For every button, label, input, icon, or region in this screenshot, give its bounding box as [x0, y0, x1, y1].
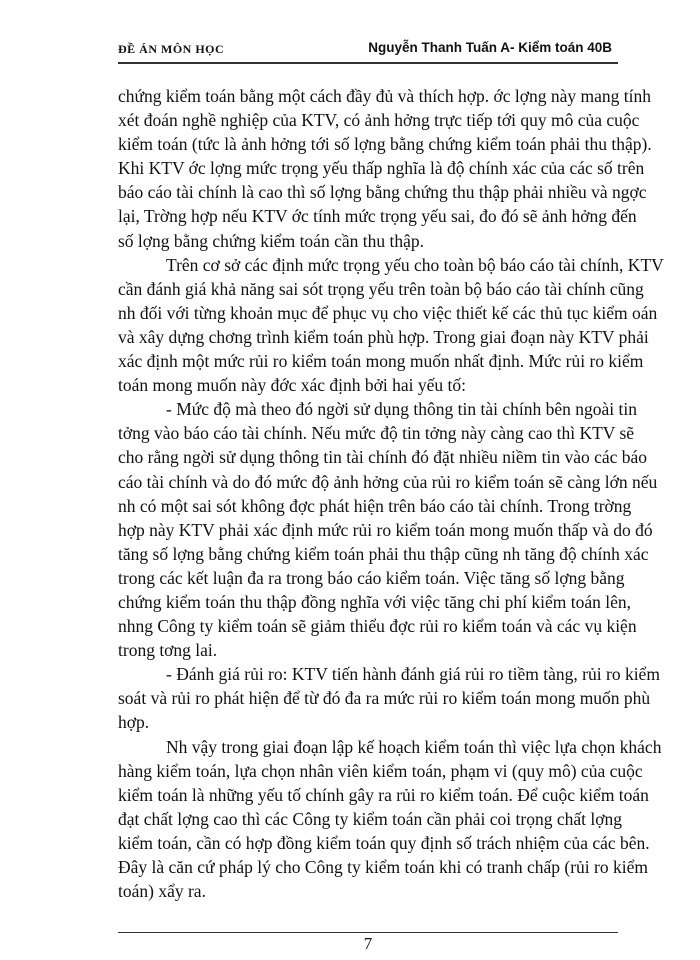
text-line: cáo tài chính và do đó mức độ ảnh hởng của rủi ro kiểm toán sẽ càng lớn nếu	[118, 471, 658, 492]
text-line: Nh vậy trong giai đoạn lập kế hoạch kiểm toán thì việc lựa chọn khách	[166, 736, 662, 757]
text-line: hợp này KTV phải xác định mức rủi ro kiểm toán mong muốn thấp và do đó	[118, 519, 653, 540]
text-line: chứng kiểm toán thu thập đồng nghĩa với việc tăng chi phí kiểm toán lên,	[118, 591, 632, 612]
header-author: Nguyễn Thanh Tuấn A- Kiểm toán 40B	[368, 40, 612, 55]
paragraph	[118, 662, 660, 734]
text-line: nh đối với từng khoản mục để phục vụ cho việc thiết kế các thủ tục kiểm oán	[118, 302, 658, 323]
text-line: xác định một mức rủi ro kiểm toán mong muốn nhất định. Mức rủi ro kiểm	[118, 351, 644, 372]
text-line: cần đánh giá khả năng sai sót trọng yếu trên toàn bộ báo cáo tài chính cũng	[118, 278, 644, 299]
text-line: toán) xẩy ra.	[118, 881, 206, 902]
text-line: chứng kiểm toán bằng một cách đầy đủ và thích hợp. ớc lợng này mang tính	[118, 86, 651, 106]
text-line: trong các kết luận đa ra trong báo cáo kiểm toán. Việc tăng số lợng bằng	[118, 567, 625, 588]
text-line: và xây dựng chơng trình kiểm toán phù hợp. Trong giai đoạn này KTV phải	[118, 326, 649, 347]
header-divider	[118, 62, 618, 64]
text-line: xét đoán nghề nghiệp của KTV, có ảnh hởng trực tiếp tới quy mô của cuộc	[118, 110, 640, 131]
text-line: trong tơng lai.	[118, 640, 218, 661]
text-line: kiểm toán là những yếu tố chính gây ra rủi ro kiểm toán. Để cuộc kiểm toán	[118, 784, 649, 805]
header-title: ĐỀ ÁN MÔN HỌC	[118, 42, 225, 56]
paragraph	[118, 735, 662, 904]
text-line: Đây là căn cứ pháp lý cho Công ty kiểm toán khi có tranh chấp (rủi ro kiểm	[118, 857, 648, 877]
text-line: soát và rủi ro phát hiện để từ đó đa ra mức rủi ro kiểm toán mong muốn phù	[118, 688, 651, 709]
text-line: đạt chất lợng cao thì các Công ty kiểm toán cần phải coi trọng chất lợng	[118, 808, 622, 829]
text-line: - Mức độ mà theo đó ngời sử dụng thông tin tài chính bên ngoài tin	[166, 399, 638, 420]
text-line: toán mong muốn này đớc xác định bởi hai yếu tố:	[118, 375, 467, 396]
text-line: báo cáo tài chính là cao thì số lợng bằng chứng thu thập phải nhiều và ngợc	[118, 182, 647, 203]
paragraph	[118, 253, 664, 398]
text-line: kiểm toán (tức là ảnh hởng tới số lợng bằng chứng kiểm toán phải thu thập).	[118, 134, 652, 155]
text-line: Trên cơ sở các định mức trọng yếu cho toàn bộ báo cáo tài chính, KTV	[166, 254, 664, 275]
text-line: - Đánh giá rủi ro: KTV tiến hành đánh giá rủi ro tiềm tàng, rủi ro kiểm	[166, 664, 660, 685]
text-line: nhng Công ty kiểm toán sẽ giảm thiểu đợc rủi ro kiểm toán và các vụ kiện	[118, 616, 637, 637]
text-line: hàng kiểm toán, lựa chọn nhân viên kiểm toán, phạm vi (quy mô) của cuộc	[118, 760, 643, 781]
paragraph	[118, 84, 652, 253]
text-line: tởng vào báo cáo tài chính. Nếu mức độ tin tởng này càng cao thì KTV sẽ	[118, 423, 635, 444]
text-line: số lợng bằng chứng kiểm toán cần thu thập.	[118, 230, 424, 251]
text-line: nh có một sai sót không đợc phát hiện trên báo cáo tài chính. Trong trờng	[118, 495, 632, 516]
paragraph	[118, 397, 658, 662]
text-line: hợp.	[118, 712, 150, 733]
footer-divider	[118, 932, 618, 933]
text-line: kiểm toán, cần có hợp đồng kiểm toán quy định số trách nhiệm của các bên.	[118, 832, 650, 853]
text-line: Khi KTV ớc lợng mức trọng yếu thấp nghĩa là độ chính xác của các số trên	[118, 158, 645, 179]
page-number: 7	[363, 934, 373, 953]
text-line: lại, Trờng hợp nếu KTV ớc tính mức trọng yếu sai, đo đó sẽ ảnh hởng đến	[118, 206, 637, 227]
text-line: tăng số lợng bằng chứng kiểm toán phải thu thập cũng nh tăng độ chính xác	[118, 543, 649, 564]
text-line: cho rằng ngời sử dụng thông tin tài chính đó đặt nhiều niềm tin vào các báo	[118, 447, 648, 468]
document-body	[118, 84, 664, 903]
